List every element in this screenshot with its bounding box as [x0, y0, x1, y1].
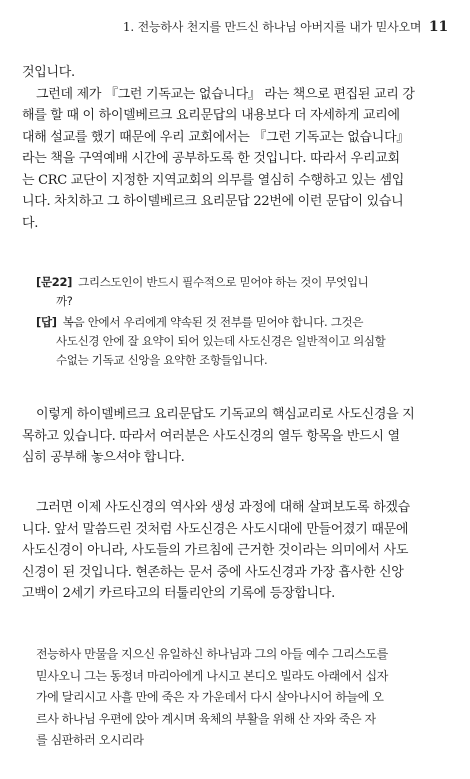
creed-quote	[36, 644, 450, 752]
text-line: 이렇게 하이델베르크 요리문답도 기독교의 핵심교리로 사도신경을 지	[36, 407, 415, 422]
text-line: 신경이 된 것입니다. 현존하는 문서 중에 사도신경과 가장 흡사한 신앙	[22, 564, 404, 580]
quote-line: 믿사오니 그는 동정녀 마리아에게 나시고 본디오 빌라도 아래에서 십자	[36, 668, 388, 683]
paragraph-1	[22, 62, 448, 234]
text-line: 다.	[22, 215, 39, 231]
answer-text-cont: 사도신경 안에 잘 요약이 되어 있는데 사도신경은 일반적이고 의심할	[56, 334, 386, 348]
text-line: 것입니다.	[22, 65, 75, 80]
text-line: 그런데 제가 『그런 기독교는 없습니다』 라는 책으로 편집된 교리 강	[36, 86, 415, 102]
running-header	[20, 18, 448, 35]
paragraph-3	[22, 497, 448, 605]
text-line: 라는 책을 구역예배 시간에 공부하도록 한 것입니다. 따라서 우리교회	[22, 151, 400, 166]
question-text-cont: 까?	[56, 294, 73, 308]
answer-tag: [답]	[36, 315, 57, 329]
catechism-answer	[36, 313, 448, 370]
page-number: 11	[428, 19, 448, 35]
quote-line: 르사 하나님 우편에 앉아 계시며 육체의 부활을 위해 산 자와 죽은 자	[36, 711, 376, 726]
catechism-question	[36, 273, 448, 311]
quote-line: 전능하사 만물을 지으신 유일하신 하나님과 그의 아들 예수 그리스도를	[36, 647, 388, 661]
paragraph-2	[22, 404, 448, 469]
text-line: 사도신경이 아니라, 사도들의 가르침에 근거한 것이라는 의미에서 사도	[22, 543, 409, 558]
quote-line: 를 심판하러 오시리라	[36, 733, 144, 747]
text-line: 고백이 2세기 카르타고의 터툴리안의 기록에 등장합니다.	[22, 586, 335, 601]
text-line: 니다. 차치하고 그 하이델베르크 요리문답 22번에 이런 문답이 있습니	[22, 194, 404, 209]
text-line: 대해 설교를 했기 때문에 우리 교회에서는 『그런 기독교는 없습니다』	[22, 129, 410, 145]
running-title: 1. 전능하사 천지를 만드신 하나님 아버지를 내가 믿사오며	[122, 20, 422, 34]
answer-text-cont: 수없는 기독교 신앙을 요약한 조항들입니다.	[56, 353, 268, 367]
quote-line: 가에 달리시고 사흘 만에 죽은 자 가운데서 다시 살아나시어 하늘에 오	[36, 690, 384, 704]
text-line: 해를 할 때 이 하이델베르크 요리문답의 내용보다 더 자세하게 교리에	[22, 108, 400, 123]
text-line: 목하고 있습니다. 따라서 여러분은 사도신경의 열두 항목을 반드시 열	[22, 428, 400, 444]
text-line: 는 CRC 교단이 지정한 지역교회의 의무를 열심히 수행하고 있는 셈입	[22, 172, 404, 188]
question-tag: [문22]	[36, 275, 73, 289]
question-text: 그리스도인이 반드시 필수적으로 믿어야 하는 것이 무엇입니	[78, 275, 369, 289]
text-line: 그러면 이제 사도신경의 역사와 생성 과정에 대해 살펴보도록 하겠습	[36, 500, 410, 515]
text-line: 니다. 앞서 말씀드린 것처럼 사도신경은 사도시대에 만들어졌기 때문에	[22, 521, 409, 537]
answer-text: 복음 안에서 우리에게 약속된 것 전부를 믿어야 합니다. 그것은	[62, 315, 364, 329]
text-line: 심히 공부해 놓으셔야 합니다.	[22, 450, 185, 465]
